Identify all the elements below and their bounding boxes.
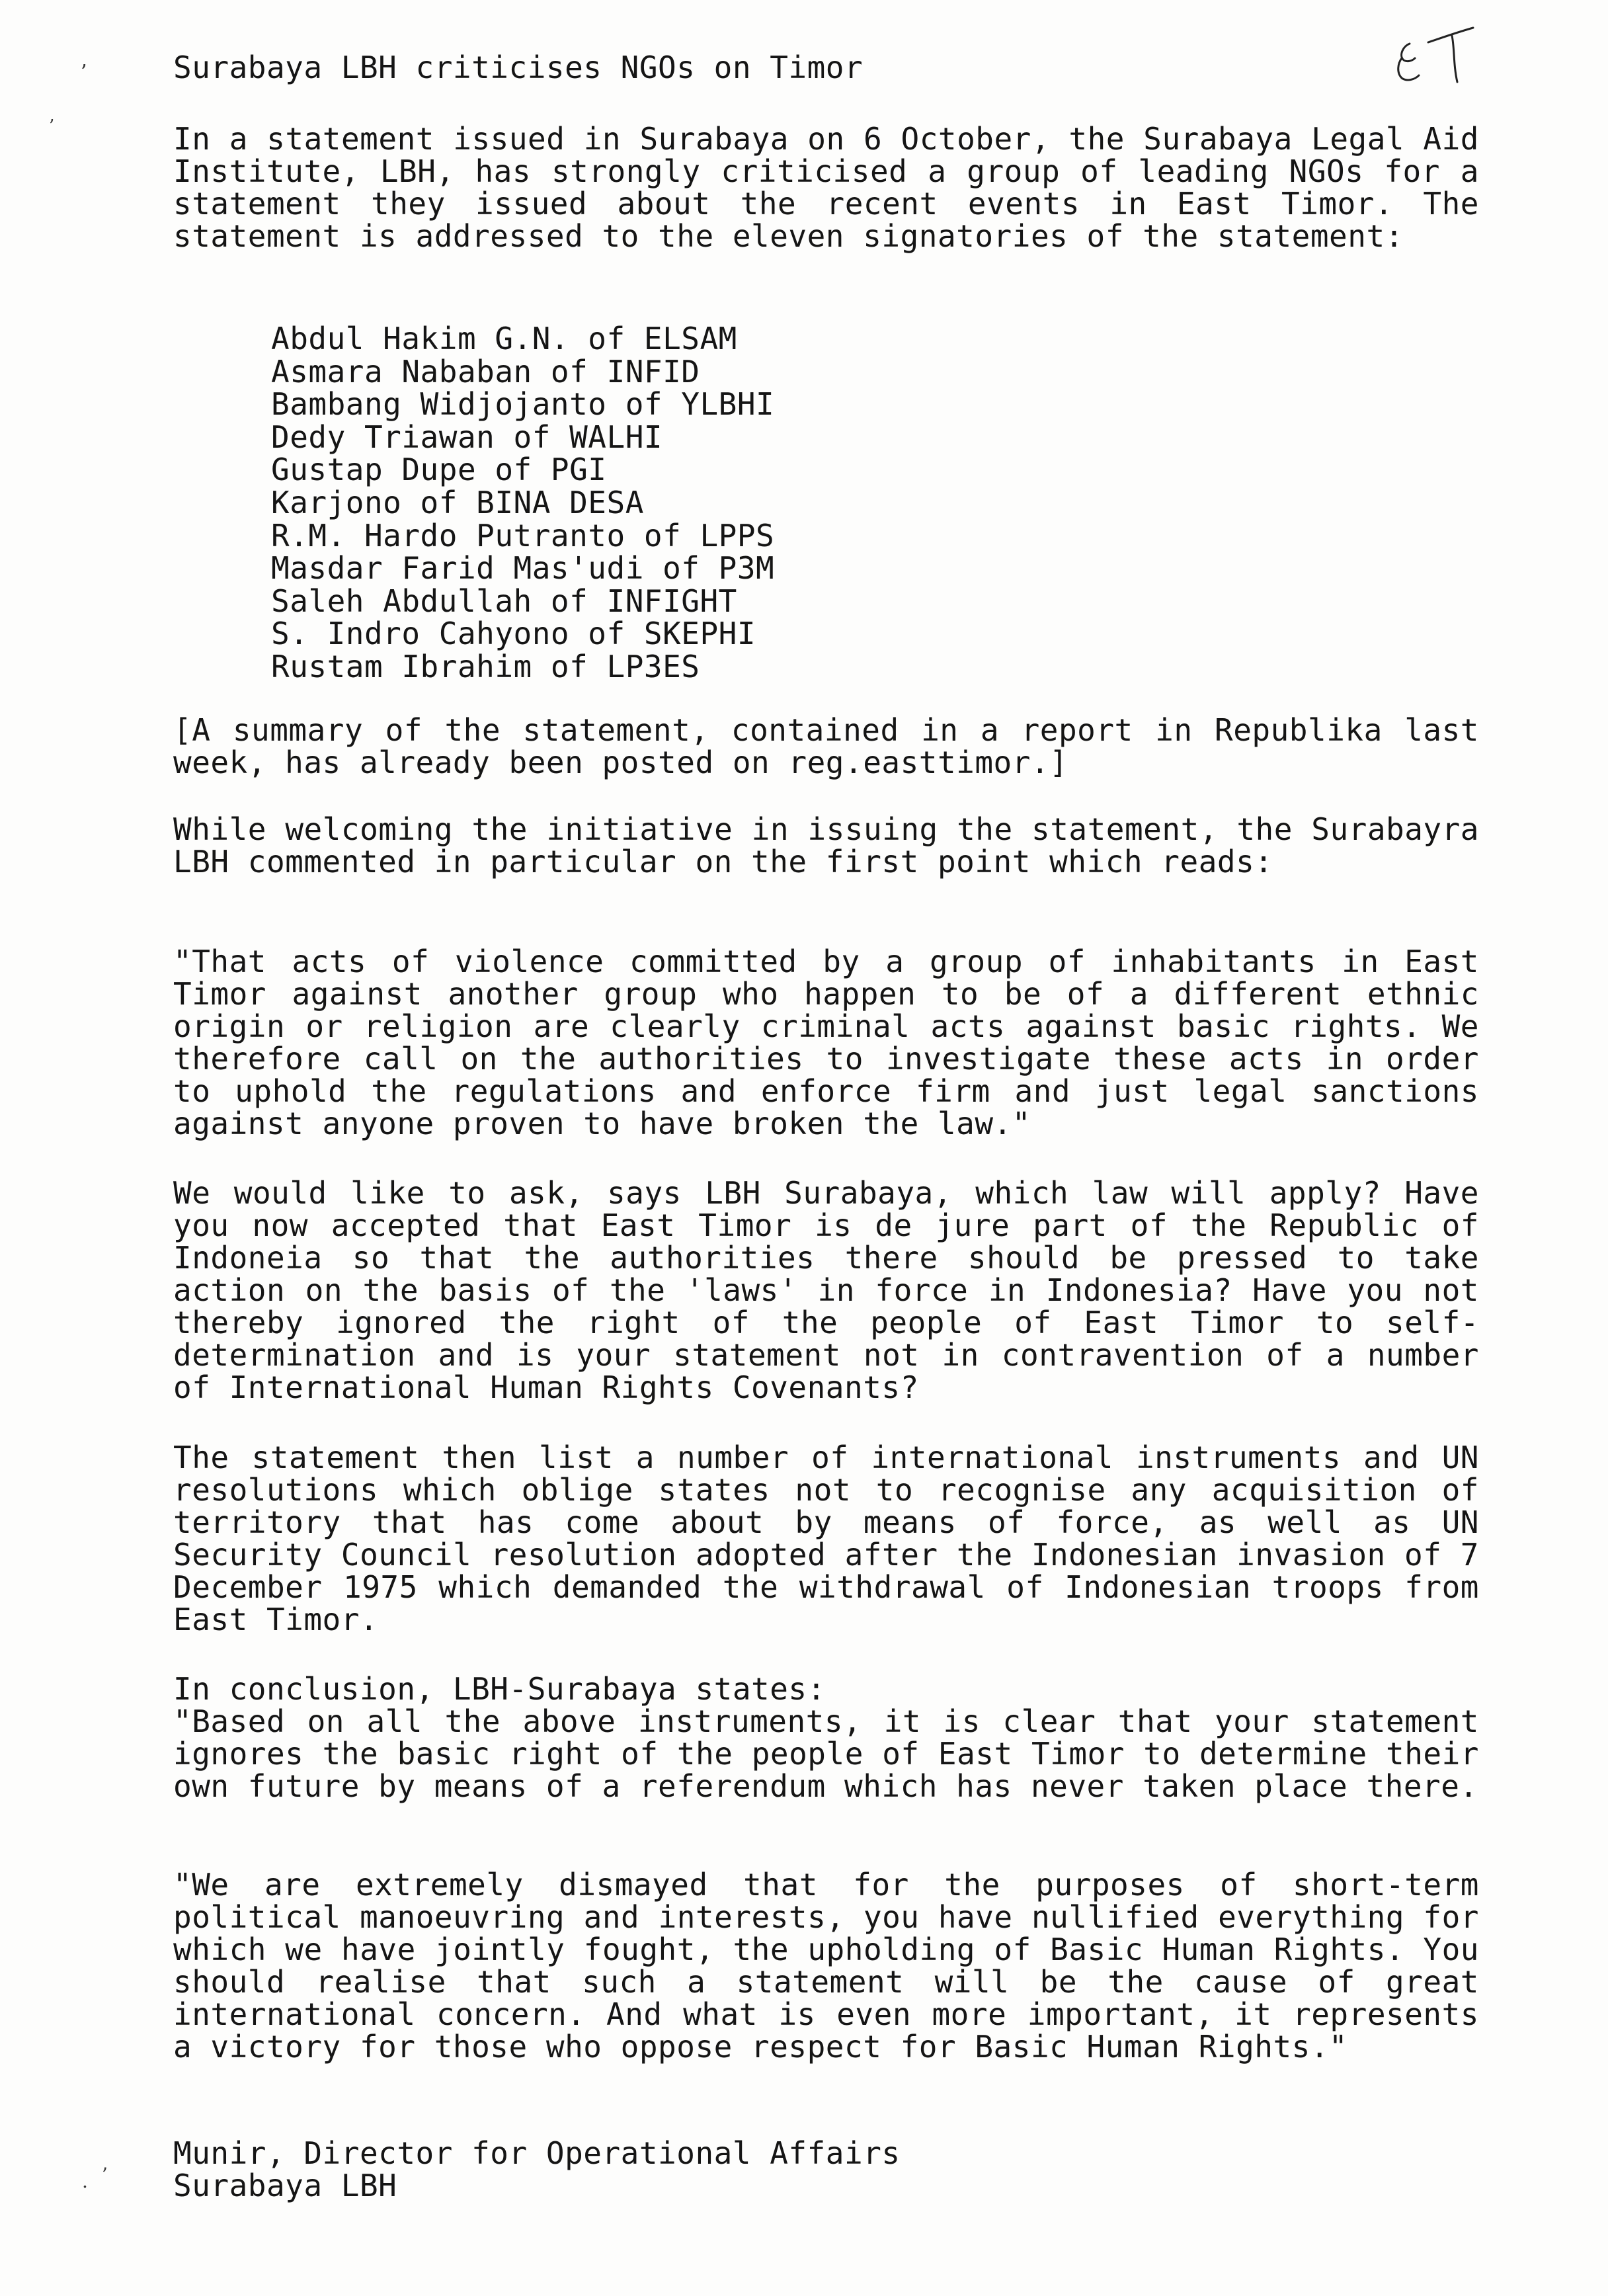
list-item: Abdul Hakim G.N. of ELSAM	[271, 321, 737, 356]
list-item: Asmara Nababan of INFID	[271, 353, 700, 390]
list-item: Saleh Abdullah of INFIGHT	[271, 583, 737, 619]
list-item: Dedy Triawan of WALHI	[271, 419, 663, 455]
signature-org: Surabaya LBH	[173, 2168, 397, 2203]
editor-note-block	[173, 714, 1479, 779]
dismayed-quote: "We are extremely dismayed that for the purposes of short-term political manoeuvring and interests, you have nullified everything for which we have jointly fought, the upholding of Basic Human Rights. You should realise that such a statement will be the cause of great international concern. And what is even more important, it represents a victory for those who oppose respect for Basic Human Rights."	[173, 1867, 1479, 2065]
instruments-paragraph: The statement then list a number of international instruments and UN resolutions which oblige states not to recognise any acquisition of territory that has come about by means of force, as well as UN Security Council resolution adopted after the Indonesian invasion of 7 December 1975 which demanded the withdrawal of Indonesian troops from East Timor.	[173, 1440, 1479, 1637]
welcoming-paragraph: While welcoming the initiative in issuing the statement, the Surabayra LBH commented in particular on the first point which reads:	[173, 811, 1479, 880]
list-item: Rustam Ibrahim of LP3ES	[271, 648, 700, 684]
which-law-paragraph: We would like to ask, says LBH Surabaya, which law will apply? Have you now accepted that East Timor is de jure part of the Republic of Indoneia so that the authorities there should be pressed to take action on the basis of the 'laws' in force in Indonesia? Have you not thereby ignored the right of the people of East Timor to self-determination and is your statement not in contravention of a number of International Human Rights Covenants?	[173, 1175, 1479, 1405]
instruments-paragraph-block	[173, 1442, 1479, 1636]
list-item: Masdar Farid Mas'udi of P3M	[271, 550, 775, 587]
list-item: Bambang Widjojanto of YLBHI	[271, 386, 775, 423]
list-item: R.M. Hardo Putranto of LPPS	[271, 517, 775, 554]
margin-mark: ’	[81, 61, 87, 84]
list-item: Karjono of BINA DESA	[271, 484, 644, 520]
intro-paragraph-block	[173, 123, 1479, 253]
intro-paragraph: In a statement issued in Surabaya on 6 October, the Surabaya Legal Aid Institute, LBH, has strongly criticised a group of leading NGOs for a statement they issued about the recent events in East Timor. The statement is addressed to the eleven signatories of the statement:	[173, 121, 1479, 254]
margin-mark: ’	[102, 2164, 108, 2186]
signature-name: Munir, Director for Operational Affairs	[173, 2135, 901, 2171]
list-item: Gustap Dupe of PGI	[271, 452, 607, 488]
conclusion-block	[173, 1673, 1479, 1803]
which-law-paragraph-block	[173, 1177, 1479, 1404]
signature-block	[173, 2137, 1479, 2202]
editor-note: [A summary of the statement, contained in a report in Republika last week, has already been posted on reg.easttimor.]	[173, 712, 1479, 780]
first-point-quote: "That acts of violence committed by a group of inhabitants in East Timor against another group who happen to be of a different ethnic origin or religion are clearly criminal acts against basic rights. We therefore call on the authorities to investigate these acts in order to uphold the regulations and enforce firm and just legal sanctions against anyone proven to have broken the law."	[173, 944, 1479, 1141]
first-point-quote-block	[173, 946, 1479, 1140]
margin-mark: ’	[49, 116, 55, 136]
handwritten-note	[1388, 19, 1481, 91]
signatory-list	[271, 323, 774, 684]
conclusion-intro: In conclusion, LBH-Surabaya states:	[173, 1671, 826, 1707]
welcoming-paragraph-block	[173, 813, 1479, 878]
dismayed-quote-block	[173, 1869, 1479, 2063]
margin-mark: .	[82, 2170, 88, 2192]
conclusion-quote: "Based on all the above instruments, it is clear that your statement ignores the basic right of the people of East Timor to determine their own future by means of a referendum which has never taken place there.	[173, 1703, 1479, 1804]
document-title: Surabaya LBH criticises NGOs on Timor	[173, 50, 864, 85]
handwritten-et-icon	[1388, 19, 1481, 91]
list-item: S. Indro Cahyono of SKEPHI	[271, 616, 756, 652]
